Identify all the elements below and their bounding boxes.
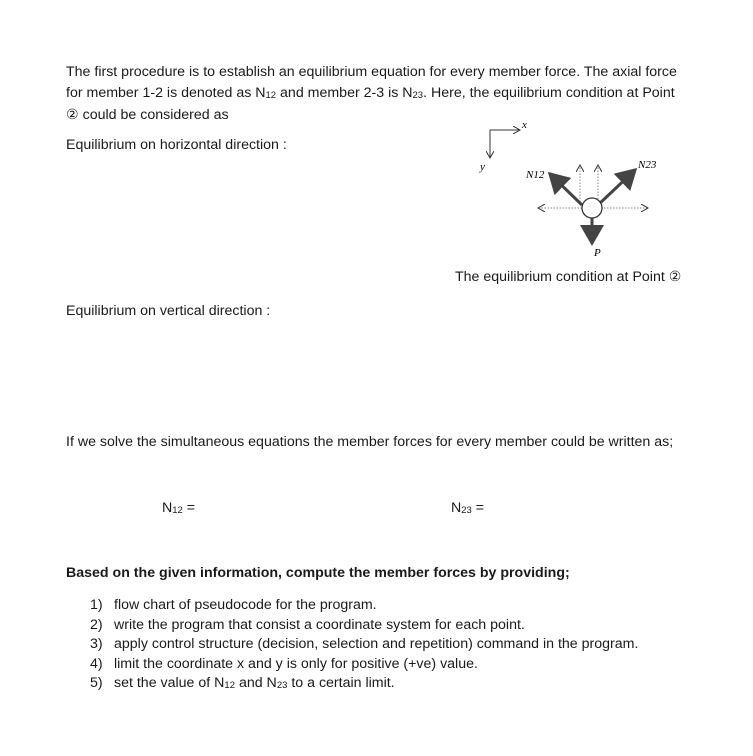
intro-text: . Here, the equilibrium condition at Point	[423, 84, 675, 101]
task-item	[90, 635, 638, 655]
task-text: set the value of N	[114, 675, 225, 691]
task-text: flow chart of pseudocode for the program.	[114, 597, 377, 613]
subscript: 23	[276, 680, 288, 691]
task-heading: Based on the given information, compute the member forces by providing;	[66, 565, 570, 581]
axis-icon	[479, 119, 527, 173]
n23-result	[451, 500, 484, 516]
n12-arrow	[550, 174, 582, 205]
subscript: 12	[265, 89, 277, 101]
n23-label: N23	[638, 159, 657, 171]
subscript: 23	[461, 505, 472, 516]
task-text: and N	[235, 675, 277, 691]
subscript: 23	[412, 89, 424, 101]
task-item	[90, 616, 638, 636]
p-label: P	[594, 247, 601, 259]
equals-sign: =	[471, 500, 485, 516]
joint-node	[582, 198, 602, 218]
task-text: to a certain limit.	[287, 675, 395, 691]
task-item	[90, 674, 638, 694]
vertical-equilibrium-label: Equilibrium on vertical direction :	[66, 303, 271, 319]
subscript: 12	[172, 505, 183, 516]
result-symbol: N	[162, 500, 173, 516]
task-text: apply control structure (decision, selection and repetition) command in the program.	[114, 636, 639, 652]
axis-y-label: y	[480, 161, 485, 173]
intro-text: and member 2-3 is N	[276, 84, 413, 101]
task-text: write the program that consist a coordinate system for each point.	[114, 616, 525, 633]
intro-line-3: ② could be considered as	[66, 107, 229, 123]
free-body-diagram	[470, 110, 690, 260]
intro-line-2	[66, 83, 696, 106]
task-number: 3)	[90, 636, 103, 652]
intro-text: for member 1-2 is denoted as N	[66, 84, 266, 101]
task-item	[90, 655, 638, 675]
task-number: 1)	[90, 597, 103, 613]
figure-caption: The equilibrium condition at Point ②	[455, 269, 682, 285]
axis-x-label: x	[522, 119, 527, 131]
intro-line-1: The first procedure is to establish an equilibrium equation for every member force. The axial force	[66, 64, 677, 80]
task-number: 2)	[90, 616, 103, 633]
n12-result	[162, 500, 195, 516]
n12-label: N12	[526, 169, 545, 181]
equals-sign: =	[182, 500, 196, 516]
task-number: 4)	[90, 655, 103, 672]
task-list	[90, 596, 638, 694]
result-symbol: N	[451, 500, 462, 516]
n23-arrow	[598, 170, 635, 205]
solve-text: If we solve the simultaneous equations the member forces for every member could be written as;	[66, 434, 674, 450]
task-item	[90, 596, 638, 616]
task-number: 5)	[90, 675, 103, 691]
task-text: limit the coordinate x and y is only for positive (+ve) value.	[114, 655, 478, 672]
horizontal-equilibrium-label: Equilibrium on horizontal direction :	[66, 137, 287, 153]
subscript: 12	[224, 680, 235, 691]
